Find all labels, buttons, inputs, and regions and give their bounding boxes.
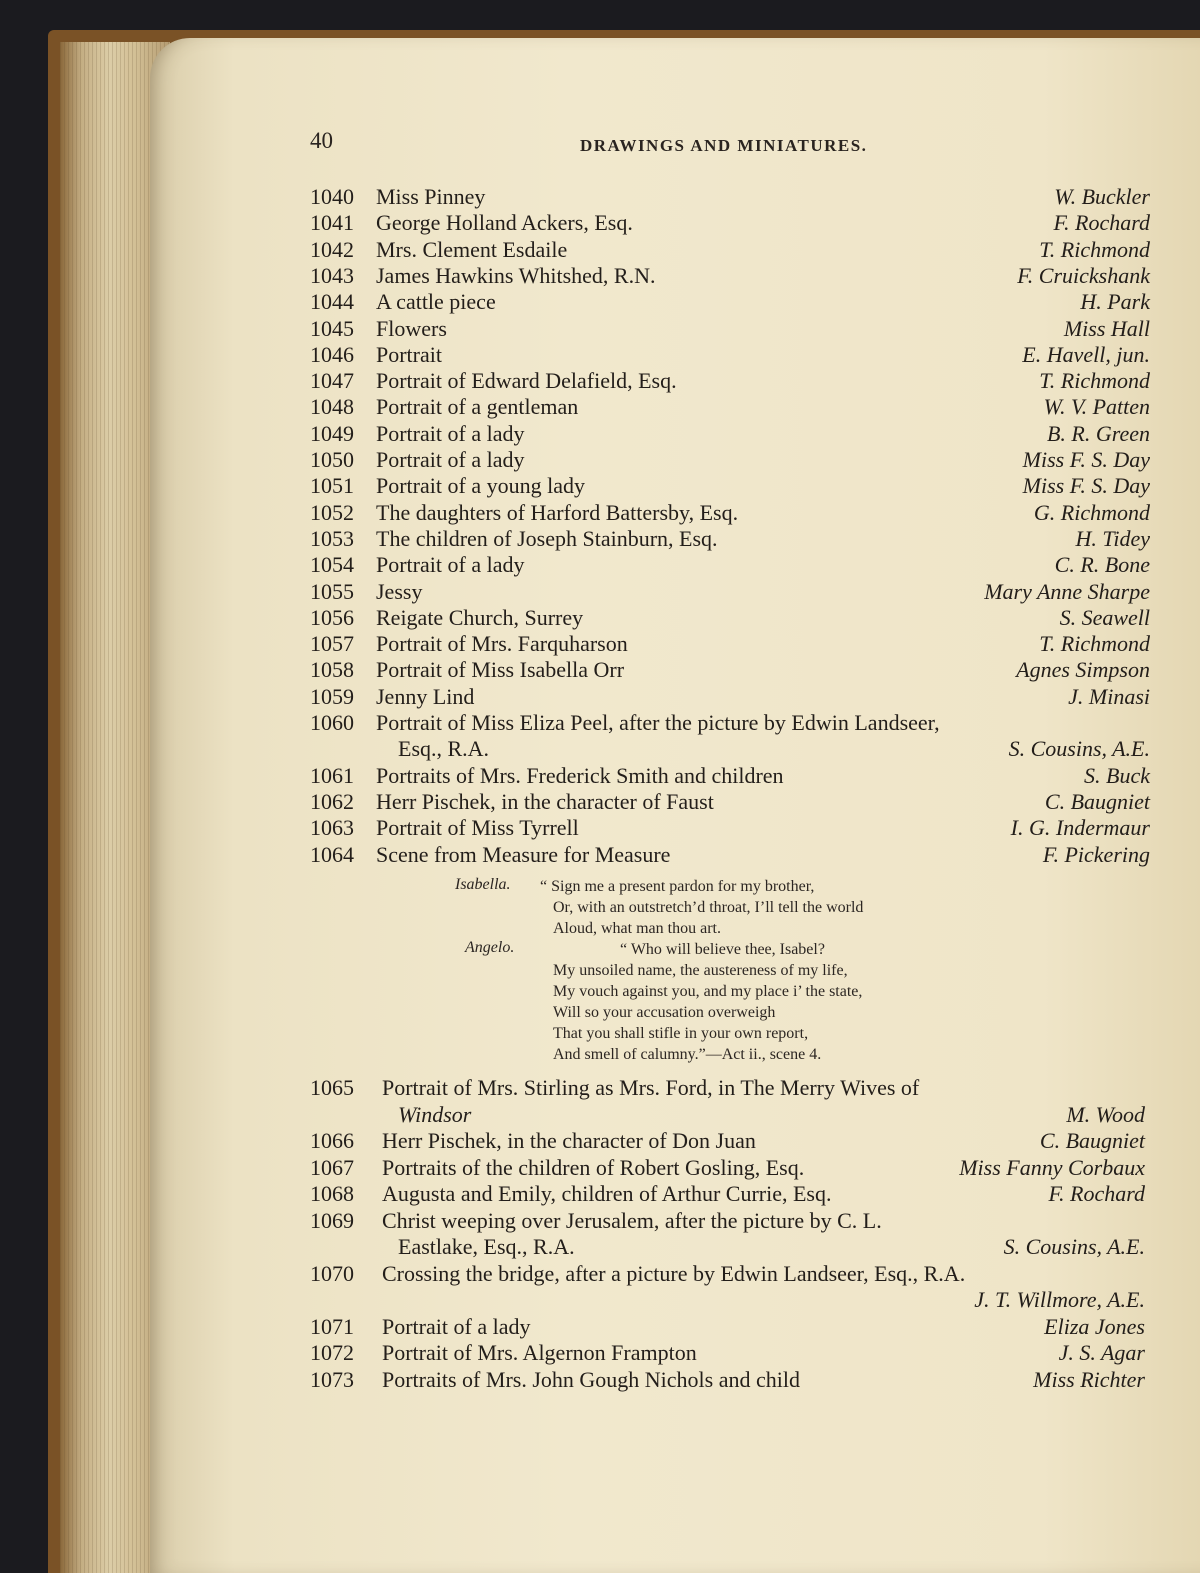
entry-artist: H. Park: [1080, 289, 1150, 315]
entry-artist: Agnes Simpson: [1016, 657, 1150, 683]
entry-number: 1053: [310, 525, 354, 551]
entry-number: 1064: [310, 841, 354, 867]
entry-number: 1040: [310, 184, 354, 209]
entry-artist: T. Richmond: [1039, 368, 1150, 394]
entry-artist: W. Buckler: [1054, 184, 1150, 209]
entry-number: 1066: [310, 1128, 354, 1153]
entry-title: Flowers: [376, 315, 447, 341]
quote-speaker: Angelo.: [465, 939, 515, 956]
entry-artist: S. Buck: [1084, 762, 1150, 788]
entry-number: 1054: [310, 552, 354, 578]
entry-number: 1058: [310, 657, 354, 683]
entry-title: Portrait of Mrs. Stirling as Mrs. Ford, in The Merry Wives of: [382, 1075, 920, 1100]
entry-title: Portrait of a gentleman: [376, 394, 579, 420]
entry-number: 1067: [310, 1154, 354, 1180]
entry-artist: Eliza Jones: [1044, 1313, 1145, 1339]
catalogue-entry-continued: [310, 1234, 1145, 1260]
entry-number: 1043: [310, 262, 354, 288]
quote-line: That you shall stifle in your own report,: [553, 1025, 809, 1042]
catalogue-entry: [310, 579, 1150, 605]
quote-line: And smell of calumny.”—Act ii., scene 4.: [553, 1046, 822, 1063]
entry-artist: F. Rochard: [1048, 1181, 1145, 1206]
catalogue-entry: [310, 237, 1150, 263]
entry-artist: C. Baugniet: [1044, 788, 1150, 814]
quote-line: My vouch against you, and my place i’ the state,: [553, 983, 863, 1000]
entry-artist: C. R. Bone: [1054, 552, 1150, 578]
entry-title: Portraits of the children of Robert Gosling, Esq.: [382, 1154, 805, 1180]
entry-title: Portrait of a lady: [376, 420, 525, 446]
entry-number: 1071: [310, 1313, 354, 1339]
entry-title: Portrait of Edward Delafield, Esq.: [376, 368, 677, 394]
entry-title: The daughters of Harford Battersby, Esq.: [376, 499, 739, 525]
entry-number: 1041: [310, 210, 354, 236]
catalogue-entry: [310, 394, 1150, 420]
catalogue-entry-continued: [310, 1102, 1145, 1128]
entry-artist: Miss F. S. Day: [1022, 447, 1150, 472]
entry-title: Portrait of Miss Isabella Orr: [376, 657, 625, 683]
catalogue-entry: [310, 421, 1150, 447]
entry-artist: I. G. Indermaur: [1010, 815, 1150, 841]
entry-title: Crossing the bridge, after a picture by Edwin Landseer, Esq., R.A.: [382, 1260, 966, 1286]
entry-artist: Miss Hall: [1063, 315, 1150, 341]
catalogue-entry: [310, 842, 1150, 868]
entry-artist: S. Cousins, A.E.: [1003, 1234, 1145, 1259]
entry-number: 1057: [310, 631, 354, 657]
entry-title: Mrs. Clement Esdaile: [376, 236, 568, 262]
entry-title: Portrait of Miss Tyrrell: [376, 815, 579, 841]
entry-title: Jenny Lind: [376, 683, 475, 709]
entry-artist: J. T. Willmore, A.E.: [974, 1287, 1145, 1312]
entry-artist: J. Minasi: [1068, 683, 1150, 709]
catalogue-entry: [310, 1208, 1145, 1234]
entry-title: Reigate Church, Surrey: [376, 604, 584, 630]
entry-title: James Hawkins Whitshed, R.N.: [376, 262, 656, 288]
entry-title: The children of Joseph Stainburn, Esq.: [376, 525, 718, 551]
quote-line: Will so your accusation overweigh: [553, 1004, 776, 1021]
catalogue-entry-continued: [310, 736, 1150, 762]
entry-title: A cattle piece: [376, 289, 496, 315]
entry-number: 1069: [310, 1207, 354, 1233]
entry-number: 1046: [310, 341, 354, 367]
entry-number: 1050: [310, 447, 354, 472]
entry-number: 1061: [310, 762, 354, 788]
entry-title: Portrait of Mrs. Algernon Frampton: [382, 1340, 697, 1365]
catalogue-entry: [310, 605, 1150, 631]
entry-number: 1044: [310, 289, 354, 315]
entry-artist: Mary Anne Sharpe: [984, 578, 1150, 604]
entry-number: 1052: [310, 499, 354, 525]
entry-number: 1070: [310, 1260, 354, 1286]
entry-title: Jessy: [376, 578, 423, 604]
entry-number: 1047: [310, 368, 354, 394]
quote-line: “ Who will believe thee, Isabel?: [620, 941, 825, 958]
entry-title: Portrait of a lady: [376, 552, 525, 578]
entry-artist: J. S. Agar: [1058, 1340, 1145, 1365]
catalogue-entry: [310, 447, 1150, 473]
entry-title: Herr Pischek, in the character of Faust: [376, 788, 714, 814]
entry-artist: Miss F. S. Day: [1022, 473, 1150, 499]
quote-line: Or, with an outstretch’d throat, I’ll tell the world: [553, 899, 864, 916]
catalogue-entry: [310, 710, 1150, 736]
entry-artist: S. Cousins, A.E.: [1008, 736, 1150, 762]
entry-number: 1051: [310, 473, 354, 499]
entry-number: 1059: [310, 683, 354, 709]
entry-title: Christ weeping over Jerusalem, after the picture by C. L.: [382, 1207, 882, 1233]
entry-number: 1049: [310, 420, 354, 446]
quote-speaker: Isabella.: [455, 876, 511, 893]
catalogue-entry: [310, 1128, 1145, 1154]
catalogue-entry: [310, 1340, 1145, 1366]
entry-number: 1072: [310, 1340, 354, 1365]
catalogue-entry: [310, 289, 1150, 315]
entry-artist: F. Rochard: [1053, 210, 1150, 236]
catalogue-entry: [310, 1075, 1145, 1101]
entry-artist: F. Cruickshank: [1017, 262, 1150, 288]
entry-title: Portrait: [376, 341, 442, 367]
entry-number: 1073: [310, 1366, 354, 1392]
catalogue-entry: [310, 184, 1150, 210]
catalogue-entry: [310, 368, 1150, 394]
catalogue-entry: [310, 210, 1150, 236]
entry-artist: F. Pickering: [1042, 841, 1150, 867]
entry-title: Portrait of a lady: [382, 1313, 531, 1339]
catalogue-entry: [310, 1181, 1145, 1207]
entry-number: 1060: [310, 710, 354, 735]
entry-number: 1045: [310, 315, 354, 341]
entry-title-continued: Esq., R.A.: [398, 736, 490, 762]
entry-title-continued: Windsor: [398, 1101, 472, 1127]
catalogue-entry: [310, 657, 1150, 683]
catalogue-entry: [310, 526, 1150, 552]
entry-number: 1055: [310, 578, 354, 604]
entry-number: 1048: [310, 394, 354, 420]
catalogue-entry: [310, 1314, 1145, 1340]
entry-title-continued: Eastlake, Esq., R.A.: [398, 1234, 575, 1259]
entry-number: 1063: [310, 815, 354, 841]
catalogue-entry: [310, 473, 1150, 499]
entry-artist: S. Seawell: [1059, 604, 1150, 630]
quote-line: Aloud, what man thou art.: [553, 920, 721, 937]
entry-artist: Miss Fanny Corbaux: [959, 1154, 1145, 1180]
entry-artist: T. Richmond: [1039, 631, 1150, 657]
entry-title: Portraits of Mrs. Frederick Smith and children: [376, 762, 784, 788]
entry-artist: B. R. Green: [1046, 420, 1150, 446]
running-head: DRAWINGS AND MINIATURES.: [580, 136, 868, 155]
catalogue-entry: [310, 1155, 1145, 1181]
catalogue-entry: [310, 552, 1150, 578]
catalogue-entry: [310, 316, 1150, 342]
catalogue-entry: [310, 1261, 1145, 1287]
entry-number: 1065: [310, 1075, 354, 1100]
entry-number: 1062: [310, 788, 354, 814]
entry-artist: M. Wood: [1066, 1101, 1145, 1127]
entry-artist: H. Tidey: [1075, 525, 1150, 551]
catalogue-entry: [310, 684, 1150, 710]
entry-title: George Holland Ackers, Esq.: [376, 210, 633, 236]
quote-line: “ Sign me a present pardon for my brother,: [540, 878, 815, 895]
catalogue-entry: [310, 815, 1150, 841]
entry-artist: G. Richmond: [1033, 499, 1150, 525]
catalogue-entry: [310, 789, 1150, 815]
page-number: 40: [310, 128, 333, 153]
entry-artist: W. V. Patten: [1043, 394, 1150, 420]
catalogue-entry: [310, 763, 1150, 789]
entry-artist: Miss Richter: [1033, 1366, 1145, 1392]
quote-line: My unsoiled name, the austereness of my life,: [553, 962, 848, 979]
catalogue-entry-continued: [310, 1287, 1145, 1313]
entry-title: Miss Pinney: [376, 184, 486, 209]
entry-title: Augusta and Emily, children of Arthur Currie, Esq.: [382, 1181, 832, 1206]
catalogue-entry: [310, 263, 1150, 289]
entry-artist: T. Richmond: [1039, 236, 1150, 262]
entry-artist: C. Baugniet: [1039, 1128, 1145, 1153]
entry-number: 1068: [310, 1181, 354, 1206]
entry-title: Portrait of Mrs. Farquharson: [376, 631, 628, 657]
entry-title: Portrait of Miss Eliza Peel, after the picture by Edwin Landseer,: [376, 710, 940, 735]
catalogue-entry: [310, 1367, 1145, 1393]
catalogue-entry: [310, 631, 1150, 657]
entry-title: Portraits of Mrs. John Gough Nichols and child: [382, 1366, 800, 1392]
entry-title: Scene from Measure for Measure: [376, 841, 671, 867]
entry-number: 1042: [310, 236, 354, 262]
catalogue-entry: [310, 500, 1150, 526]
entry-number: 1056: [310, 604, 354, 630]
entry-title: Portrait of a young lady: [376, 473, 585, 499]
catalogue-entry: [310, 342, 1150, 368]
entry-title: Portrait of a lady: [376, 447, 525, 472]
entry-title: Herr Pischek, in the character of Don Juan: [382, 1128, 756, 1153]
entry-artist: E. Havell, jun.: [1022, 341, 1150, 367]
